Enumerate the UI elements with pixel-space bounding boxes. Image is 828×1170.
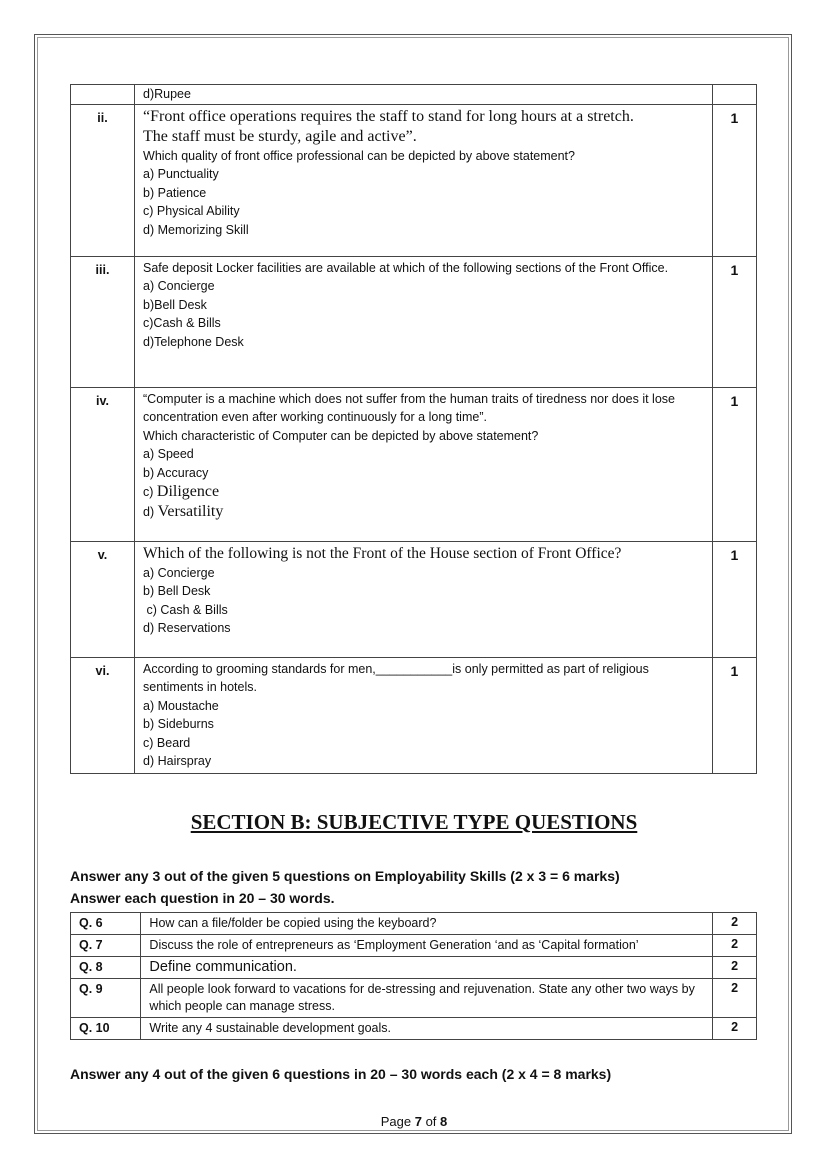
option: a) Speed [143,447,194,461]
option-text: Versatility [157,503,224,520]
table-row [71,1018,757,1040]
question-text: Which characteristic of Computer can be depicted by above statement? [143,428,539,443]
option: d) Memorizing Skill [143,222,249,237]
option: d) Reservations [143,621,231,635]
page-footer [0,1114,828,1129]
marks-cell: 1 [712,387,756,541]
question-number: iv. [71,387,135,541]
instruction: Answer any 4 out of the given 6 questions in 20 – 30 words each (2 x 4 = 8 marks) [70,1066,612,1082]
option: a) Concierge [143,565,215,580]
question-cell [135,657,713,773]
option: a) Concierge [143,279,215,293]
marks-cell: 2 [713,1018,757,1040]
option: b) Accuracy [143,465,209,480]
marks-cell: 1 [712,104,756,256]
table-row [71,541,757,657]
option: d)Telephone Desk [143,334,244,349]
question-number: iii. [71,256,135,387]
question-number: Q. 10 [71,1018,141,1040]
marks-cell: 2 [713,979,757,1018]
section-title: SECTION B: SUBJECTIVE TYPE QUESTIONS [190,810,638,834]
table-row [71,657,757,773]
question-text: Discuss the role of entrepreneurs as ‘Employment Generation ‘and as ‘Capital formation’ [141,935,713,957]
question-number: Q. 8 [71,957,141,979]
question-cell [135,256,713,387]
question-number: Q. 7 [71,935,141,957]
table-row [71,979,757,1018]
question-number: Q. 9 [71,979,141,1018]
marks-cell: 1 [712,657,756,773]
question-text: Which quality of front office professional can be depicted by above statement? [143,148,575,163]
table-row [71,256,757,387]
option: a) Punctuality [143,167,219,181]
fill-blank: ___________ [375,661,453,676]
option: b)Bell Desk [143,297,207,312]
option: c) Physical Ability [143,204,240,218]
question-number [71,85,135,105]
question-text: How can a file/folder be copied using the keyboard? [141,913,713,935]
option: d) Hairspray [143,754,212,768]
question-text: Write any 4 sustainable development goals. [141,1018,713,1040]
option-large [143,482,704,502]
question-text [143,660,704,697]
instruction: Answer each question in 20 – 30 words. [70,890,335,906]
option: b) Patience [143,185,207,200]
marks-cell [712,85,756,105]
page-total: 8 [440,1114,448,1129]
marks-cell: 2 [713,935,757,957]
option-prefix: d) [143,505,158,519]
table-row [71,104,757,256]
marks-cell: 1 [712,256,756,387]
table-row [71,935,757,957]
option-large [143,502,704,522]
question-number: v. [71,541,135,657]
footer-middle: of [421,1114,441,1129]
table-row [71,913,757,935]
question-text: Safe deposit Locker facilities are available at which of the following sections of the Front Office. [143,260,669,275]
table-row [71,957,757,979]
option: c)Cash & Bills [143,316,221,330]
carry-over-option: d)Rupee [135,85,713,105]
question-number: ii. [71,104,135,256]
question-text: All people look forward to vacations for de-stressing and rejuvenation. State any other two ways by which people can manage stress. [141,979,713,1018]
question-text-start: According to grooming standards for men, [143,661,376,676]
option-text: Diligence [156,483,220,500]
option: c) Beard [143,735,191,750]
table-row [71,387,757,541]
question-text: Define communication. [141,957,713,979]
marks-cell: 2 [713,913,757,935]
statement-line: The staff must be sturdy, agile and active”. [143,127,417,145]
subjective-table [70,912,757,1040]
statement-line: “Front office operations requires the staff to stand for long hours at a stretch. [143,107,634,125]
option: b) Bell Desk [143,584,211,598]
marks-cell: 2 [713,957,757,979]
question-number: Q. 6 [71,913,141,935]
marks-cell: 1 [712,541,756,657]
mcq-table [70,84,757,774]
option: a) Moustache [143,698,219,713]
footer-prefix: Page [380,1114,415,1129]
question-cell [135,541,713,657]
question-number: vi. [71,657,135,773]
question-text-end: is only permitted as part of religious sentiments in hotels. [143,661,649,694]
option: c) Cash & Bills [143,602,228,617]
page-number: 7 [414,1114,422,1129]
statement-line: “Computer is a machine which does not suffer from the human traits of tiredness nor does it lose concentration even after working continuously for a long time”. [143,391,675,424]
instruction: Answer any 3 out of the given 5 questions on Employability Skills (2 x 3 = 6 marks) [70,868,620,884]
option-prefix: c) [143,485,157,499]
question-text: Which of the following is not the Front of the House section of Front Office? [143,544,622,562]
question-cell [135,104,713,256]
question-cell [135,387,713,541]
table-row [71,85,757,105]
option: b) Sideburns [143,717,214,731]
